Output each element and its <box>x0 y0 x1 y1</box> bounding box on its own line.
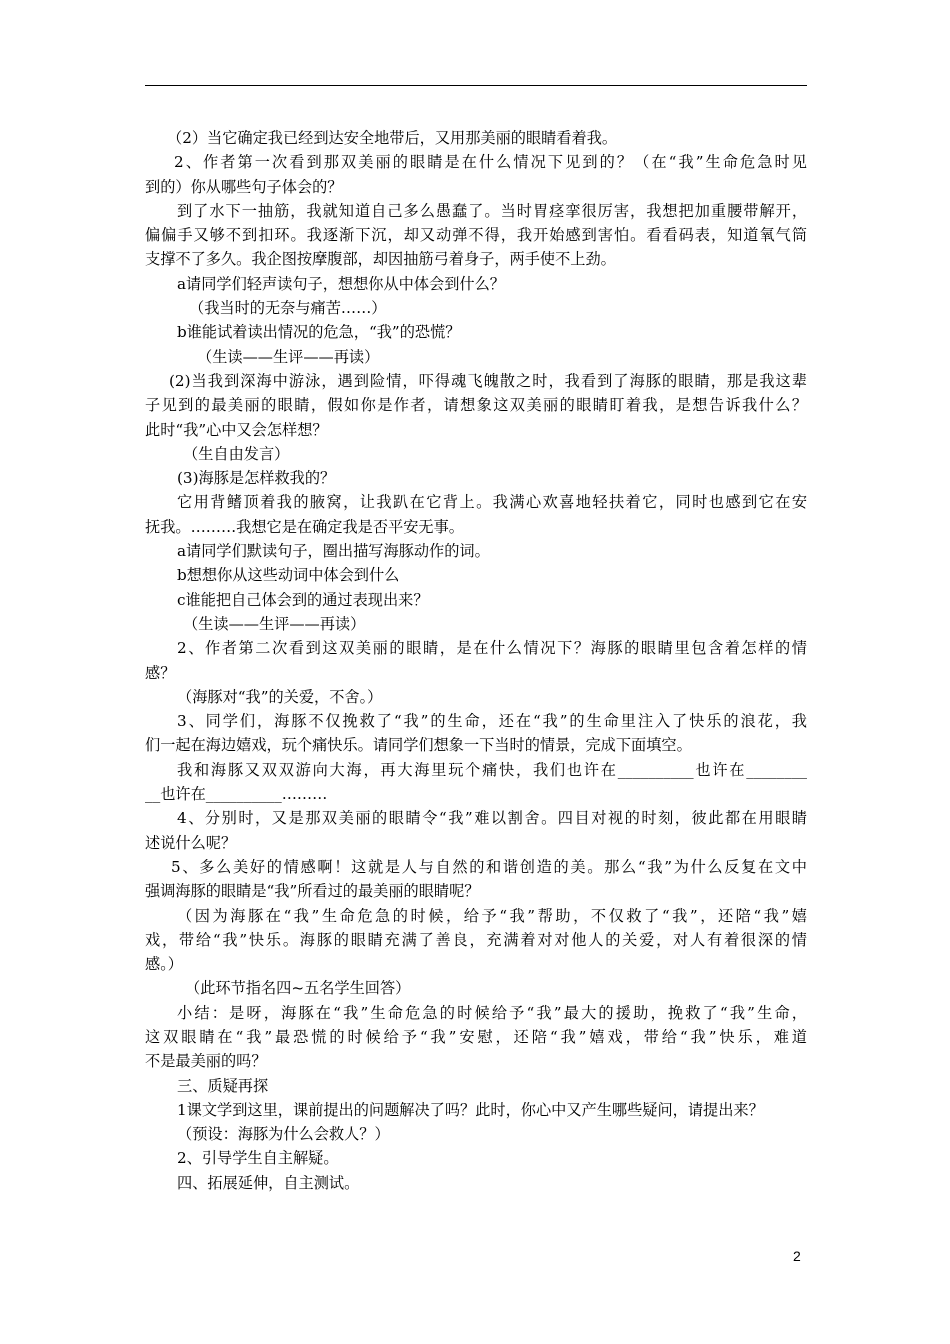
fill-in-blank-line: 我和海豚又双双游向大海，再大海里玩个痛快，我们也许在__________也许在________ <box>177 760 807 779</box>
paragraph-line: （因为海豚在“我”生命危急的时候，给予“我”帮助，不仅救了“我”，还陪“我”嬉 <box>177 906 807 925</box>
fill-in-blank-line: __也许在__________……… <box>145 785 328 804</box>
paragraph-line: 感。） <box>145 955 183 974</box>
paragraph-line: 5、多么美好的情感啊！这就是人与自然的和谐创造的美。那么“我”为什么反复在文中 <box>171 857 807 876</box>
paragraph-line: 抚我。………我想它是在确定我是否平安无事。 <box>145 517 464 536</box>
paragraph-line: 此时“我”心中又会怎样想？ <box>145 420 328 439</box>
paragraph-line: 2、引导学生自主解疑。 <box>177 1149 339 1168</box>
paragraph-line: （我当时的无奈与痛苦……） <box>189 299 387 318</box>
paragraph-line: c谁能把自己体会到的通过表现出来？ <box>177 590 429 609</box>
paragraph-line: 4、分别时，又是那双美丽的眼睛令“我”难以割舍。四目对视的时刻，彼此都在用眼睛 <box>177 809 807 828</box>
paragraph-line: （生自由发言） <box>183 444 290 463</box>
paragraph-line: 支撑不了多久。我企图按摩腹部，却因抽筋弓着身子，两手使不上劲。 <box>145 250 616 269</box>
summary-line: 不是最美丽的吗？ <box>145 1052 267 1071</box>
paragraph-line: (2)当我到深海中游泳，遇到险情，吓得魂飞魄散之时，我看到了海豚的眼睛，那是我这辈 <box>169 371 807 390</box>
paragraph-line: （预设：海豚为什么会救人？） <box>177 1125 390 1144</box>
paragraph-line: 它用背鳍顶着我的腋窝，让我趴在它背上。我满心欢喜地轻扶着它，同时也感到它在安 <box>177 493 807 512</box>
paragraph-line: （生读——生评——再读） <box>183 614 366 633</box>
paragraph-line: （2）当它确定我已经到达安全地带后，又用那美丽的眼睛看着我。 <box>167 129 618 147</box>
paragraph-line: 偏偏手又够不到扣环。我逐渐下沉，却又动弹不得，我开始感到害怕。看看码表，知道氧气筒 <box>145 226 807 245</box>
paragraph-line: a请同学们默读句子，圈出描写海豚动作的词。 <box>177 542 490 561</box>
paragraph-line: 2、作者第二次看到这双美丽的眼睛，是在什么情况下？海豚的眼睛里包含着怎样的情 <box>177 639 807 658</box>
paragraph-line: 们一起在海边嬉戏，玩个痛快乐。请同学们想象一下当时的情景，完成下面填空。 <box>145 736 692 755</box>
paragraph-line: 到的）你从哪些句子体会的？ <box>145 177 343 196</box>
paragraph-line: (3)海豚是怎样救我的？ <box>177 469 336 488</box>
paragraph-line: 强调海豚的眼睛是“我”所看过的最美丽的眼睛呢？ <box>145 882 480 901</box>
paragraph-line: a请同学们轻声读句子，想想你从中体会到什么？ <box>177 274 505 293</box>
page-number: 2 <box>793 1248 801 1264</box>
paragraph-line: 1课文学到这里，课前提出的问题解决了吗？此时，你心中又产生哪些疑问，请提出来？ <box>177 1100 764 1119</box>
paragraph-line: （生读——生评——再读） <box>197 347 380 366</box>
section-heading: 四、拓展延伸，自主测试。 <box>177 1173 360 1192</box>
paragraph-line: （海豚对“我”的关爱，不舍。） <box>177 687 383 706</box>
paragraph-line: 述说什么呢？ <box>145 833 237 852</box>
paragraph-line: b想想你从这些动词中体会到什么 <box>177 566 400 585</box>
document-body <box>145 126 807 1195</box>
summary-line: 这双眼睛在“我”最恐慌的时候给予“我”安慰，还陪“我”嬉戏，带给“我”快乐，难道 <box>145 1027 807 1046</box>
paragraph-line: 2、作者第一次看到那双美丽的眼睛是在什么情况下见到的？（在“我”生命危急时见 <box>174 153 807 172</box>
paragraph-line: b谁能试着读出情况的危急，“我”的恐慌？ <box>177 323 461 342</box>
paragraph-line: （此环节指名四~五名学生回答） <box>185 979 411 998</box>
header-rule <box>145 85 807 86</box>
paragraph-line: 到了水下一抽筋，我就知道自己多么愚蠢了。当时胃痉挛很厉害，我想把加重腰带解开， <box>177 201 807 220</box>
paragraph-line: 3、同学们，海豚不仅挽救了“我”的生命，还在“我”的生命里注入了快乐的浪花，我 <box>177 712 807 731</box>
paragraph-line: 子见到的最美丽的眼睛，假如你是作者，请想象这双美丽的眼睛盯着我，是想告诉我什么？ <box>145 396 807 415</box>
paragraph-line: 感？ <box>145 663 176 682</box>
section-heading: 三、质疑再探 <box>177 1076 269 1095</box>
summary-line: 小结：是呀，海豚在“我”生命危急的时候给予“我”最大的援助，挽救了“我”生命， <box>177 1003 807 1022</box>
paragraph-line: 戏，带给“我”快乐。海豚的眼睛充满了善良，充满着对对他人的关爱，对人有着很深的情 <box>145 930 807 949</box>
